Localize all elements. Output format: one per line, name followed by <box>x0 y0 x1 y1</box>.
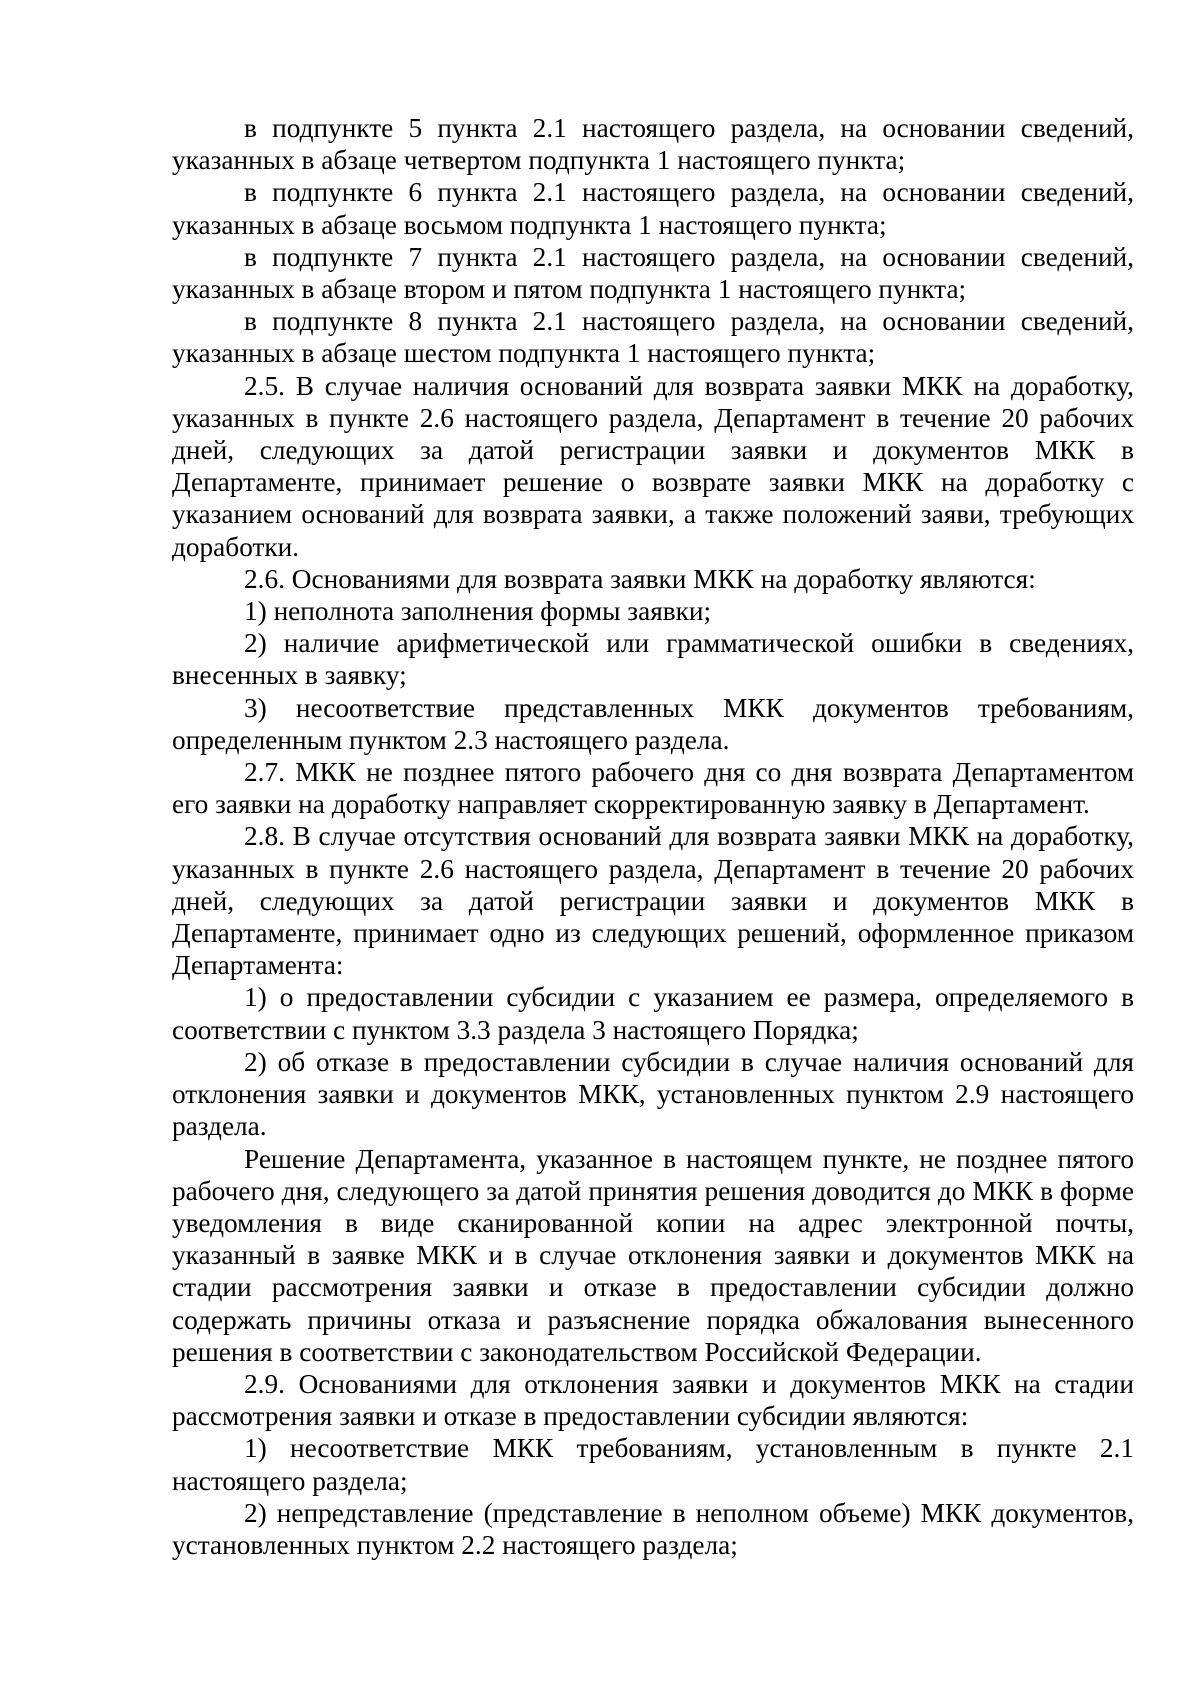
paragraph-sub6: в подпункте 6 пункта 2.1 настоящего раздела, на основании сведений, указанных в абзаце восьмом подпункта 1 настоящего пункта; <box>172 177 1134 240</box>
paragraph-sub8: в подпункте 8 пункта 2.1 настоящего раздела, на основании сведений, указанных в абзаце шестом подпункта 1 настоящего пункта; <box>172 306 1134 369</box>
paragraph-2-8: 2.8. В случае отсутствия оснований для возврата заявки МКК на доработку, указанных в пункте 2.6 настоящего раздела, Департамент в течение 20 рабочих дней, следующих за датой регистрации заявки и документов МКК в Департаменте, принимает одно из следующих решений, оформленное приказом Департамента: <box>172 821 1134 981</box>
paragraph-2-8-item-1: 1) о предоставлении субсидии с указанием ее размера, определяемого в соответствии с пунктом 3.3 раздела 3 настоящего Порядка; <box>172 982 1134 1045</box>
paragraph-2-6: 2.6. Основаниями для возврата заявки МКК на доработку являются: <box>244 563 1036 594</box>
paragraph-sub7: в подпункте 7 пункта 2.1 настоящего раздела, на основании сведений, указанных в абзаце втором и пятом подпункта 1 настоящего пункта; <box>172 241 1134 305</box>
paragraph-decision-notice: Решение Департамента, указанное в настоящем пункте, не позднее пятого рабочего дня, следующего за датой принятия решения доводится до МКК в форме уведомления в виде сканированной копии на адрес электронной почты, указанный в заявке МКК и в случае отклонения заявки и документов МКК на стадии рассмотрения заявки и отказе в предоставлении субсидии должно содержать причины отказа и разъяснение порядка обжалования вынесенного решения в соответствии с законодательством Российской Федерации. <box>172 1143 1134 1367</box>
paragraph-2-9-item-2: 2) непредставление (представление в неполном объеме) МКК документов, установленных пунктом 2.2 настоящего раздела; <box>172 1497 1134 1560</box>
paragraph-2-6-item-3: 3) несоответствие представленных МКК документов требованиям, определенным пунктом 2.3 настоящего раздела. <box>172 692 1134 755</box>
paragraph-2-6-item-1: 1) неполнота заполнения формы заявки; <box>244 596 712 627</box>
paragraph-sub5: в подпункте 5 пункта 2.1 настоящего раздела, на основании сведений, указанных в абзаце четвертом подпункта 1 настоящего пункта; <box>172 113 1134 176</box>
paragraph-2-7: 2.7. МКК не позднее пятого рабочего дня со дня возврата Департаментом его заявки на доработку направляет скорректированную заявку в Департамент. <box>172 757 1134 820</box>
paragraph-2-9-item-1: 1) несоответствие МКК требованиям, установленным в пункте 2.1 настоящего раздела; <box>172 1433 1134 1496</box>
paragraph-2-8-item-2: 2) об отказе в предоставлении субсидии в случае наличия оснований для отклонения заявки и документов МКК, установленных пунктом 2.9 настоящего раздела. <box>172 1046 1134 1142</box>
paragraph-2-6-item-2: 2) наличие арифметической или грамматической ошибки в сведениях, внесенных в заявку; <box>172 628 1134 691</box>
paragraph-2-9: 2.9. Основаниями для отклонения заявки и документов МКК на стадии рассмотрения заявки и отказе в предоставлении субсидии являются: <box>172 1368 1134 1432</box>
paragraph-2-5: 2.5. В случае наличия оснований для возврата заявки МКК на доработку, указанных в пункте 2.6 настоящего раздела, Департамент в течение 20 рабочих дней, следующих за датой регистрации заявки и документов МКК в Департаменте, принимает решение о возврате заявки МКК на доработку с указанием оснований для возврата заявки, а также положений заяви, требующих доработки. <box>172 370 1134 562</box>
